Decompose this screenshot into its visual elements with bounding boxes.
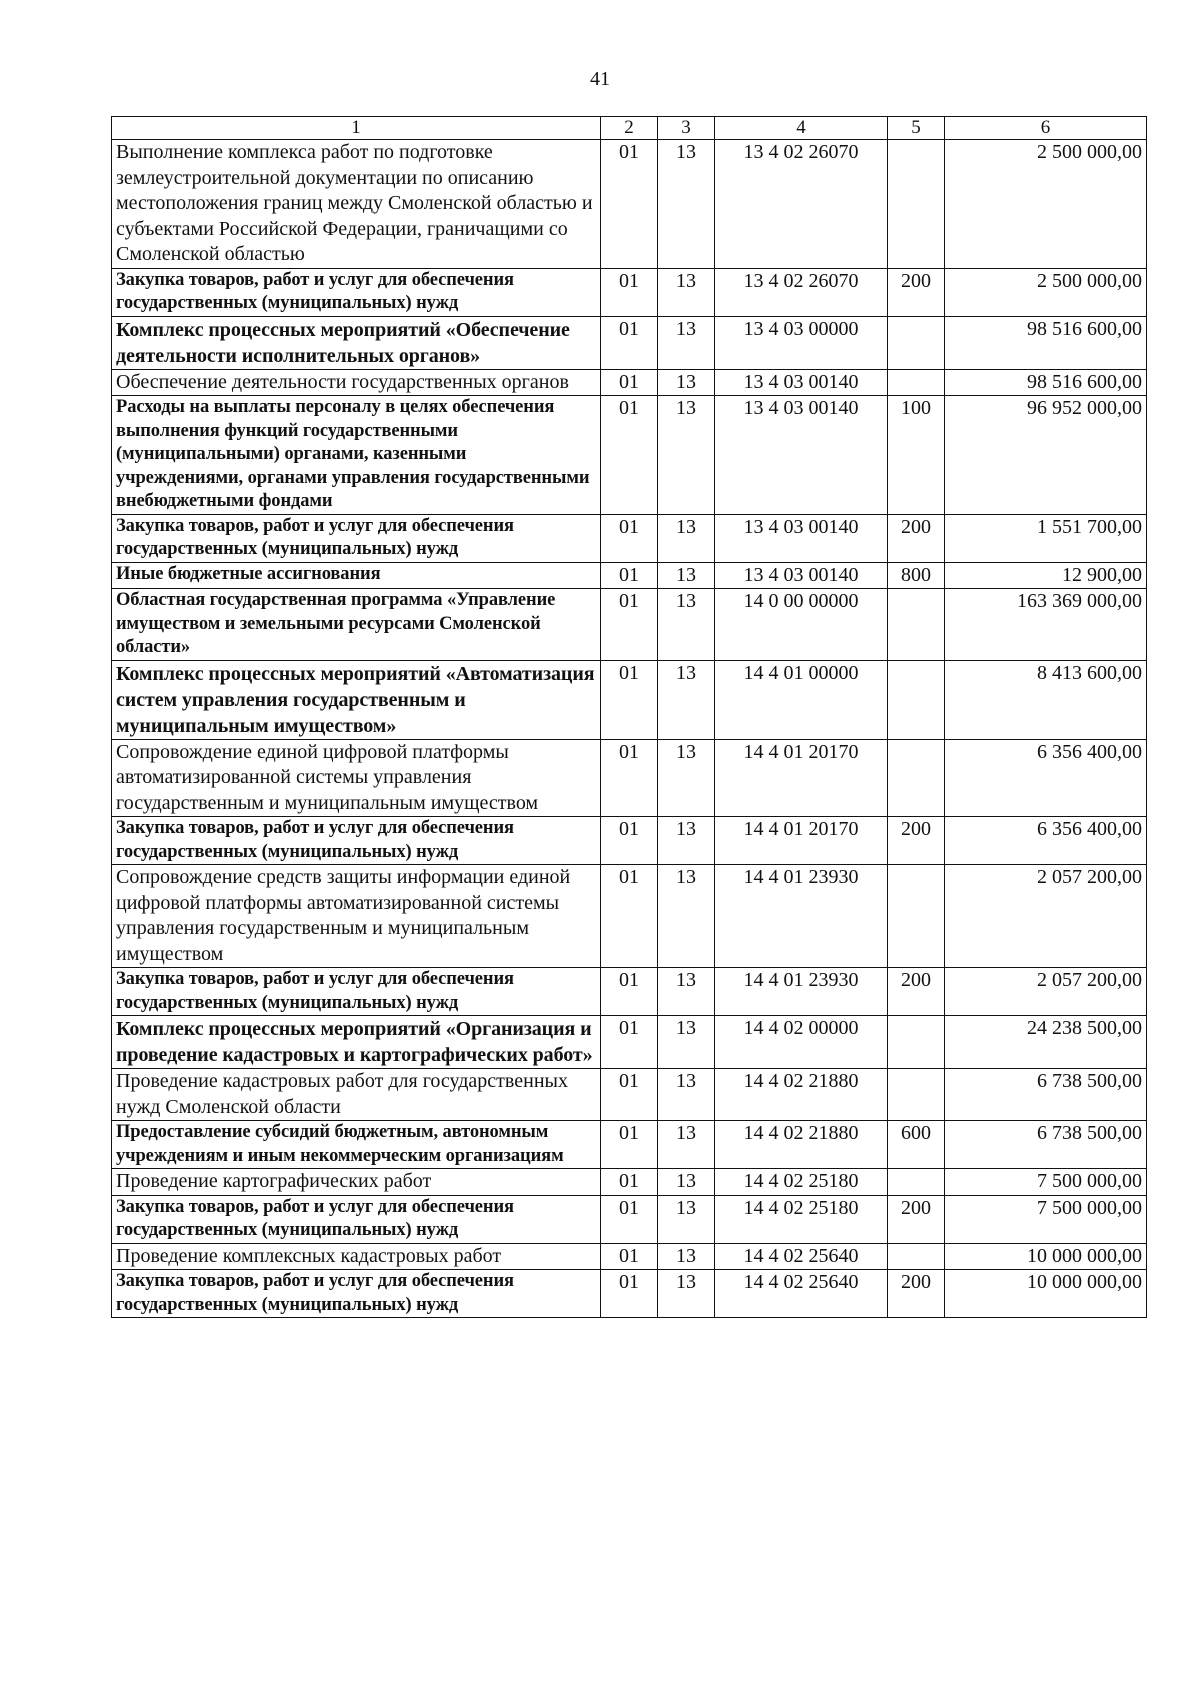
row-subsection: 13	[658, 589, 715, 661]
row-expense-type: 200	[888, 817, 945, 865]
row-subsection: 13	[658, 1270, 715, 1318]
row-subsection: 13	[658, 140, 715, 269]
row-target-code: 13 4 03 00140	[715, 562, 888, 589]
row-amount: 98 516 600,00	[945, 369, 1147, 396]
row-name: Обеспечение деятельности государственных органов	[112, 369, 601, 396]
budget-table	[111, 116, 1147, 1318]
row-expense-type: 200	[888, 268, 945, 316]
row-section: 01	[601, 369, 658, 396]
column-header: 3	[658, 117, 715, 140]
row-expense-type: 200	[888, 514, 945, 562]
row-expense-type	[888, 589, 945, 661]
row-subsection: 13	[658, 562, 715, 589]
row-amount: 6 356 400,00	[945, 739, 1147, 817]
row-amount: 1 551 700,00	[945, 514, 1147, 562]
row-expense-type	[888, 1069, 945, 1121]
row-target-code: 14 4 01 20170	[715, 817, 888, 865]
row-amount: 6 356 400,00	[945, 817, 1147, 865]
table-row	[112, 140, 1147, 269]
row-amount: 2 500 000,00	[945, 268, 1147, 316]
row-subsection: 13	[658, 1069, 715, 1121]
table-header-row	[112, 117, 1147, 140]
table-row	[112, 1121, 1147, 1169]
table-row	[112, 562, 1147, 589]
row-amount: 12 900,00	[945, 562, 1147, 589]
row-subsection: 13	[658, 660, 715, 739]
table-row	[112, 1195, 1147, 1243]
row-section: 01	[601, 1169, 658, 1196]
column-header: 5	[888, 117, 945, 140]
row-amount: 10 000 000,00	[945, 1270, 1147, 1318]
row-section: 01	[601, 865, 658, 968]
row-subsection: 13	[658, 865, 715, 968]
row-name: Закупка товаров, работ и услуг для обеспечения государственных (муниципальных) нужд	[112, 1270, 601, 1318]
column-header: 6	[945, 117, 1147, 140]
row-target-code: 14 4 02 21880	[715, 1069, 888, 1121]
row-target-code: 14 4 02 00000	[715, 1016, 888, 1069]
row-expense-type	[888, 140, 945, 269]
row-name: Сопровождение средств защиты информации единой цифровой платформы автоматизированной системы управления государственным и муниципальным имуществом	[112, 865, 601, 968]
table-row	[112, 1270, 1147, 1318]
row-target-code: 14 4 02 25180	[715, 1195, 888, 1243]
row-subsection: 13	[658, 1243, 715, 1270]
row-expense-type	[888, 1016, 945, 1069]
row-expense-type	[888, 739, 945, 817]
row-amount: 2 500 000,00	[945, 140, 1147, 269]
row-name: Комплекс процессных мероприятий «Обеспечение деятельности исполнительных органов»	[112, 316, 601, 369]
row-expense-type	[888, 865, 945, 968]
table-row	[112, 739, 1147, 817]
row-expense-type: 200	[888, 968, 945, 1016]
row-target-code: 13 4 03 00140	[715, 514, 888, 562]
row-target-code: 14 4 02 21880	[715, 1121, 888, 1169]
row-amount: 7 500 000,00	[945, 1169, 1147, 1196]
row-amount: 2 057 200,00	[945, 865, 1147, 968]
row-subsection: 13	[658, 316, 715, 369]
row-target-code: 13 4 03 00140	[715, 369, 888, 396]
row-expense-type: 600	[888, 1121, 945, 1169]
table-row	[112, 396, 1147, 515]
row-name: Комплекс процессных мероприятий «Автоматизация систем управления государственным и муниципальным имуществом»	[112, 660, 601, 739]
row-subsection: 13	[658, 396, 715, 515]
column-header: 1	[112, 117, 601, 140]
row-target-code: 14 4 01 00000	[715, 660, 888, 739]
row-section: 01	[601, 589, 658, 661]
row-expense-type: 200	[888, 1270, 945, 1318]
row-section: 01	[601, 1270, 658, 1318]
row-subsection: 13	[658, 739, 715, 817]
table-row	[112, 1243, 1147, 1270]
row-target-code: 14 4 01 23930	[715, 865, 888, 968]
row-amount: 2 057 200,00	[945, 968, 1147, 1016]
table-row	[112, 514, 1147, 562]
row-section: 01	[601, 268, 658, 316]
row-section: 01	[601, 1016, 658, 1069]
row-section: 01	[601, 1069, 658, 1121]
row-amount: 6 738 500,00	[945, 1069, 1147, 1121]
row-subsection: 13	[658, 268, 715, 316]
row-amount: 8 413 600,00	[945, 660, 1147, 739]
row-subsection: 13	[658, 817, 715, 865]
row-subsection: 13	[658, 514, 715, 562]
row-section: 01	[601, 660, 658, 739]
row-target-code: 14 4 01 23930	[715, 968, 888, 1016]
table-row	[112, 1016, 1147, 1069]
row-amount: 7 500 000,00	[945, 1195, 1147, 1243]
row-section: 01	[601, 968, 658, 1016]
row-expense-type	[888, 316, 945, 369]
row-target-code: 13 4 03 00140	[715, 396, 888, 515]
row-name: Закупка товаров, работ и услуг для обеспечения государственных (муниципальных) нужд	[112, 268, 601, 316]
row-target-code: 13 4 03 00000	[715, 316, 888, 369]
column-header: 4	[715, 117, 888, 140]
row-expense-type: 200	[888, 1195, 945, 1243]
table-row	[112, 1069, 1147, 1121]
row-subsection: 13	[658, 1121, 715, 1169]
row-amount: 10 000 000,00	[945, 1243, 1147, 1270]
row-target-code: 14 4 02 25640	[715, 1270, 888, 1318]
row-name: Предоставление субсидий бюджетным, автономным учреждениям и иным некоммерческим организациям	[112, 1121, 601, 1169]
table-row	[112, 968, 1147, 1016]
row-expense-type	[888, 1243, 945, 1270]
row-name: Проведение картографических работ	[112, 1169, 601, 1196]
row-name: Проведение кадастровых работ для государственных нужд Смоленской области	[112, 1069, 601, 1121]
row-subsection: 13	[658, 968, 715, 1016]
row-target-code: 14 4 02 25640	[715, 1243, 888, 1270]
page-number: 41	[590, 68, 610, 90]
row-subsection: 13	[658, 1016, 715, 1069]
row-name: Закупка товаров, работ и услуг для обеспечения государственных (муниципальных) нужд	[112, 817, 601, 865]
row-name: Закупка товаров, работ и услуг для обеспечения государственных (муниципальных) нужд	[112, 968, 601, 1016]
row-name: Областная государственная программа «Управление имуществом и земельными ресурсами Смоленской области»	[112, 589, 601, 661]
table-row	[112, 817, 1147, 865]
row-expense-type	[888, 1169, 945, 1196]
row-target-code: 14 4 01 20170	[715, 739, 888, 817]
row-subsection: 13	[658, 369, 715, 396]
row-amount: 6 738 500,00	[945, 1121, 1147, 1169]
row-section: 01	[601, 514, 658, 562]
row-amount: 24 238 500,00	[945, 1016, 1147, 1069]
row-name: Расходы на выплаты персоналу в целях обеспечения выполнения функций государственными (муниципальными) органами, казенными учреждениями, органами управления государственными внебюджетными фондами	[112, 396, 601, 515]
row-name: Закупка товаров, работ и услуг для обеспечения государственных (муниципальных) нужд	[112, 1195, 601, 1243]
table-row	[112, 1169, 1147, 1196]
row-section: 01	[601, 817, 658, 865]
table-row	[112, 369, 1147, 396]
row-expense-type	[888, 369, 945, 396]
row-amount: 96 952 000,00	[945, 396, 1147, 515]
row-expense-type: 800	[888, 562, 945, 589]
row-amount: 163 369 000,00	[945, 589, 1147, 661]
row-name: Проведение комплексных кадастровых работ	[112, 1243, 601, 1270]
row-target-code: 13 4 02 26070	[715, 140, 888, 269]
row-target-code: 14 4 02 25180	[715, 1169, 888, 1196]
row-name: Сопровождение единой цифровой платформы автоматизированной системы управления государственным и муниципальным имуществом	[112, 739, 601, 817]
row-name: Выполнение комплекса работ по подготовке землеустроительной документации по описанию местоположения границ между Смоленской областью и субъектами Российской Федерации, граничащими со Смоленской областью	[112, 140, 601, 269]
row-subsection: 13	[658, 1195, 715, 1243]
row-target-code: 14 0 00 00000	[715, 589, 888, 661]
row-expense-type: 100	[888, 396, 945, 515]
table-row	[112, 316, 1147, 369]
row-section: 01	[601, 316, 658, 369]
row-section: 01	[601, 1195, 658, 1243]
row-target-code: 13 4 02 26070	[715, 268, 888, 316]
table-row	[112, 865, 1147, 968]
row-name: Комплекс процессных мероприятий «Организация и проведение кадастровых и картографических работ»	[112, 1016, 601, 1069]
row-name: Закупка товаров, работ и услуг для обеспечения государственных (муниципальных) нужд	[112, 514, 601, 562]
row-amount: 98 516 600,00	[945, 316, 1147, 369]
row-section: 01	[601, 140, 658, 269]
row-subsection: 13	[658, 1169, 715, 1196]
table-row	[112, 660, 1147, 739]
row-section: 01	[601, 1243, 658, 1270]
row-section: 01	[601, 1121, 658, 1169]
row-section: 01	[601, 562, 658, 589]
row-section: 01	[601, 396, 658, 515]
row-section: 01	[601, 739, 658, 817]
column-header: 2	[601, 117, 658, 140]
table-row	[112, 589, 1147, 661]
row-expense-type	[888, 660, 945, 739]
row-name: Иные бюджетные ассигнования	[112, 562, 601, 589]
table-row	[112, 268, 1147, 316]
